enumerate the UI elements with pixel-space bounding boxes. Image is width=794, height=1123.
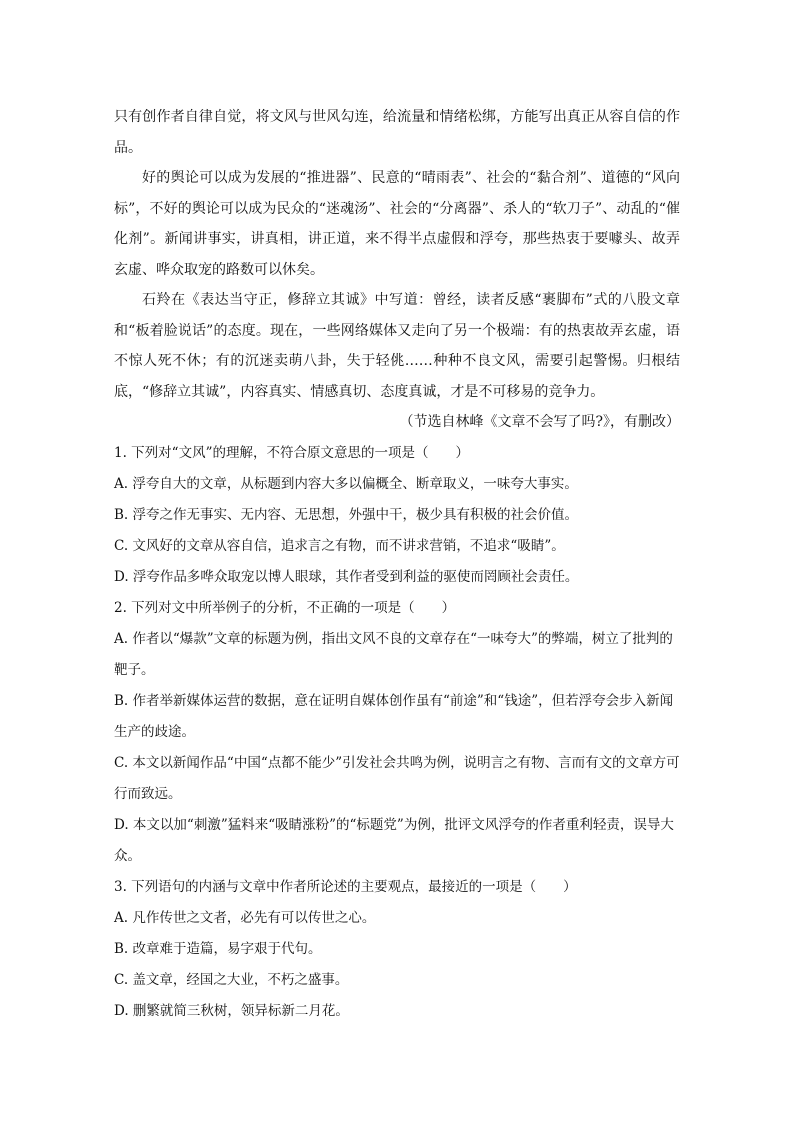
answer-option: B. 改章难于造篇，易字艰于代句。: [114, 940, 322, 957]
passage-source: （节选自林峰《文章不会写了吗?》，有删改）: [399, 414, 680, 430]
answer-option: A. 作者以“爆款”文章的标题为例，指出文风不良的文章存在“一味夸大”的弊端，树立了批判的靶子。: [114, 630, 673, 678]
answer-option: B. 浮夸之作无事实、无内容、无思想，外强中干，极少具有积极的社会价值。: [114, 506, 579, 523]
answer-option: A. 浮夸自大的文章，从标题到内容大多以偏概全、断章取义，一味夸大事实。: [114, 475, 578, 492]
answer-option: C. 盖文章，经国之大业，不朽之盛事。: [114, 971, 349, 988]
answer-option: B. 作者举新媒体运营的数据，意在证明自媒体创作虽有“前途”和“钱途”，但若浮夸会步入新闻生产的歧途。: [114, 692, 674, 740]
question-stem: 3. 下列语句的内涵与文章中作者所论述的主要观点，最接近的一项是（ ）: [114, 878, 577, 895]
passage-paragraph-2: 好的舆论可以成为发展的“推进器”、民意的“晴雨表”、社会的“黏合剂”、道德的“风向标”，不好的舆论可以成为民众的“迷魂汤”、社会的“分离器”、杀人的“软刀子”、动乱的“催化剂”。新闻讲事实，讲真相，讲正道，来不得半点虚假和浮夸，那些热衷于要噱头、故弄玄虚、哗众取宠的路数可以休矣。: [114, 170, 680, 278]
question-stem: 1. 下列对“文风”的理解，不符合原文意思的一项是（ ）: [114, 444, 469, 461]
answer-option: C. 本文以新闻作品“中国“点都不能少”引发社会共鸣为例，说明言之有物、言而有文的文章方可行而致远。: [114, 754, 680, 802]
question-1: [114, 438, 680, 593]
answer-option: D. 删繁就简三秋树，领异标新二月花。: [114, 1002, 349, 1019]
passage-paragraph-1: 只有创作者自律自觉，将文风与世风勾连，给流量和情绪松绑，方能写出真正从容自信的作品。: [114, 109, 680, 156]
passage-paragraph-3: 石羚在《表达当守正，修辞立其诚》中写道：曾经，读者反感“裹脚布”式的八股文章和“板着脸说话”的态度。现在，一些网络媒体又走向了另一个极端：有的热衷故弄玄虚，语不惊人死不休；有的沉迷卖萌八卦，失于轻佻……种种不良文风，需要引起警惕。归根结底，“修辞立其诚”，内容真实、情感真切、态度真诚，才是不可移易的竞争力。: [114, 292, 680, 400]
question-stem: 2. 下列对文中所举例子的分析，不正确的一项是（ ）: [114, 599, 456, 616]
question-2: [114, 593, 680, 872]
answer-option: C. 文风好的文章从容自信，追求言之有物，而不讲求营销，不追求“吸睛”。: [114, 537, 565, 554]
answer-option: D. 本文以加“刺激”猛料来“吸睛涨粉”的“标题党”为例，批评文风浮夸的作者重利轻责，误导大众。: [114, 816, 674, 864]
answer-option: D. 浮夸作品多哗众取宠以博人眼球，其作者受到利益的驱使而罔顾社会责任。: [114, 568, 579, 585]
answer-option: A. 凡作传世之文者，必先有可以传世之心。: [114, 909, 376, 926]
question-3: [114, 872, 680, 1027]
document-body: [114, 102, 680, 1027]
